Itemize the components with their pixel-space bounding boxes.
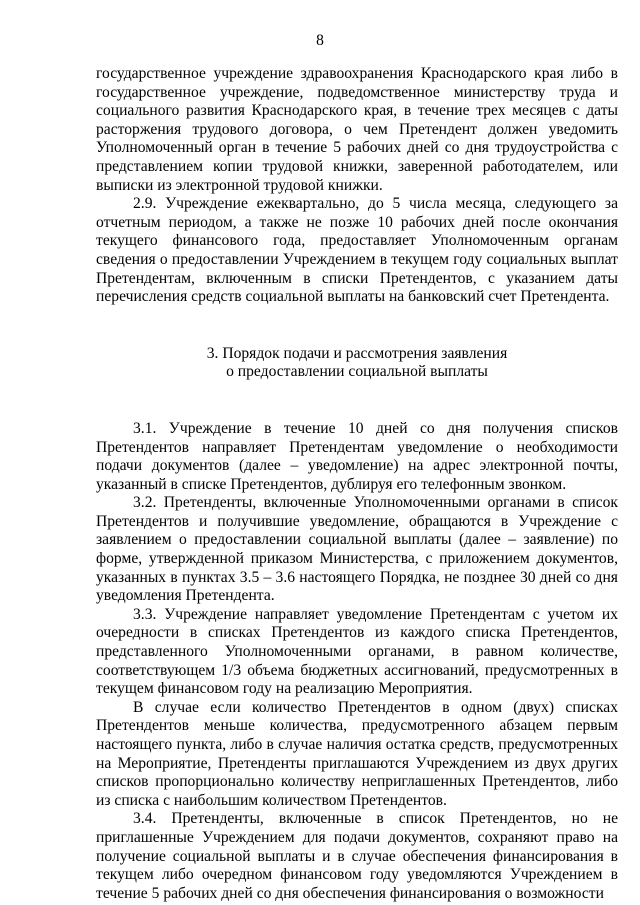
section-3-heading-line2: о предоставлении социальной выплаты (226, 363, 488, 381)
document-body (96, 65, 618, 903)
paragraph-3-3: 3.3. Учреждение направляет уведомление Претендентам с учетом их очередности в списках Претендентов из каждого списка Претендентов, представленного Уполномоченными органами, в равном количестве, соответствующем 1/3 объема бюджетных ассигнований, предусмотренных в текущем финансовом году на реализацию Мероприятия. (96, 605, 618, 698)
section-3-heading (96, 345, 618, 382)
paragraph-3-2: 3.2. Претенденты, включенные Уполномоченными органами в список Претендентов и получившие уведомление, обращаются в Учреждение с заявлением о предоставлении социальной выплаты (далее – заявление) по форме, утвержденной приказом Министерства, с приложением документов, указанных в пунктах 3.5 – 3.6 настоящего Порядка, не позднее 30 дней со дня уведомления Претендента. (96, 494, 618, 605)
paragraph-2-9: 2.9. Учреждение ежеквартально, до 5 числа месяца, следующего за отчетным периодом, а также не позже 10 рабочих дней после окончания текущего финансового года, предоставляет Уполномоченным органам сведения о предоставлении Учреждением в текущем году социальных выплат Претендентам, включенным в списки Претендентов, с указанием даты перечисления средств социальной выплаты на банковский счет Претендента. (96, 195, 618, 306)
paragraph-3-4: 3.4. Претенденты, включенные в список Претендентов, но не приглашенные Учреждением для подачи документов, сохраняют право на получение социальной выплаты и в случае обеспечения финансирования в текущем либо очередном финансовом году уведомляются Учреждением в течение 5 рабочих дней со дня обеспечения финансирования о возможности (96, 810, 618, 902)
page-number: 8 (316, 32, 324, 49)
paragraph-3-3-second: В случае если количество Претендентов в одном (двух) списках Претендентов меньше количества, предусмотренного абзацем первым настоящего пункта, либо в случае наличия остатка средств, предусмотренных на Мероприятие, Претенденты приглашаются Учреждением из двух других списков пропорционально количеству неприглашенных Претендентов, либо из списка с наибольшим количеством Претендентов. (96, 698, 618, 809)
section-3-heading-line1: 3. Порядок подачи и рассмотрения заявления (206, 344, 508, 362)
paragraph-continuation: государственное учреждение здравоохранения Краснодарского края либо в государственное учреждение, подведомственное министерству труда и социального развития Краснодарского края, в течение трех месяцев с даты расторжения трудового договора, о чем Претендент должен уведомить Уполномоченный орган в течение 5 рабочих дней со дня трудоустройства с представлением копии трудовой книжки, заверенной работодателем, или выписки из электронной трудовой книжки. (96, 65, 618, 194)
paragraph-3-1: 3.1. Учреждение в течение 10 дней со дня получения списков Претендентов направляет Претендентам уведомление о необходимости подачи документов (далее – уведомление) на адрес электронной почты, указанный в списке Претендентов, дублируя его телефонным звонком. (96, 419, 618, 493)
